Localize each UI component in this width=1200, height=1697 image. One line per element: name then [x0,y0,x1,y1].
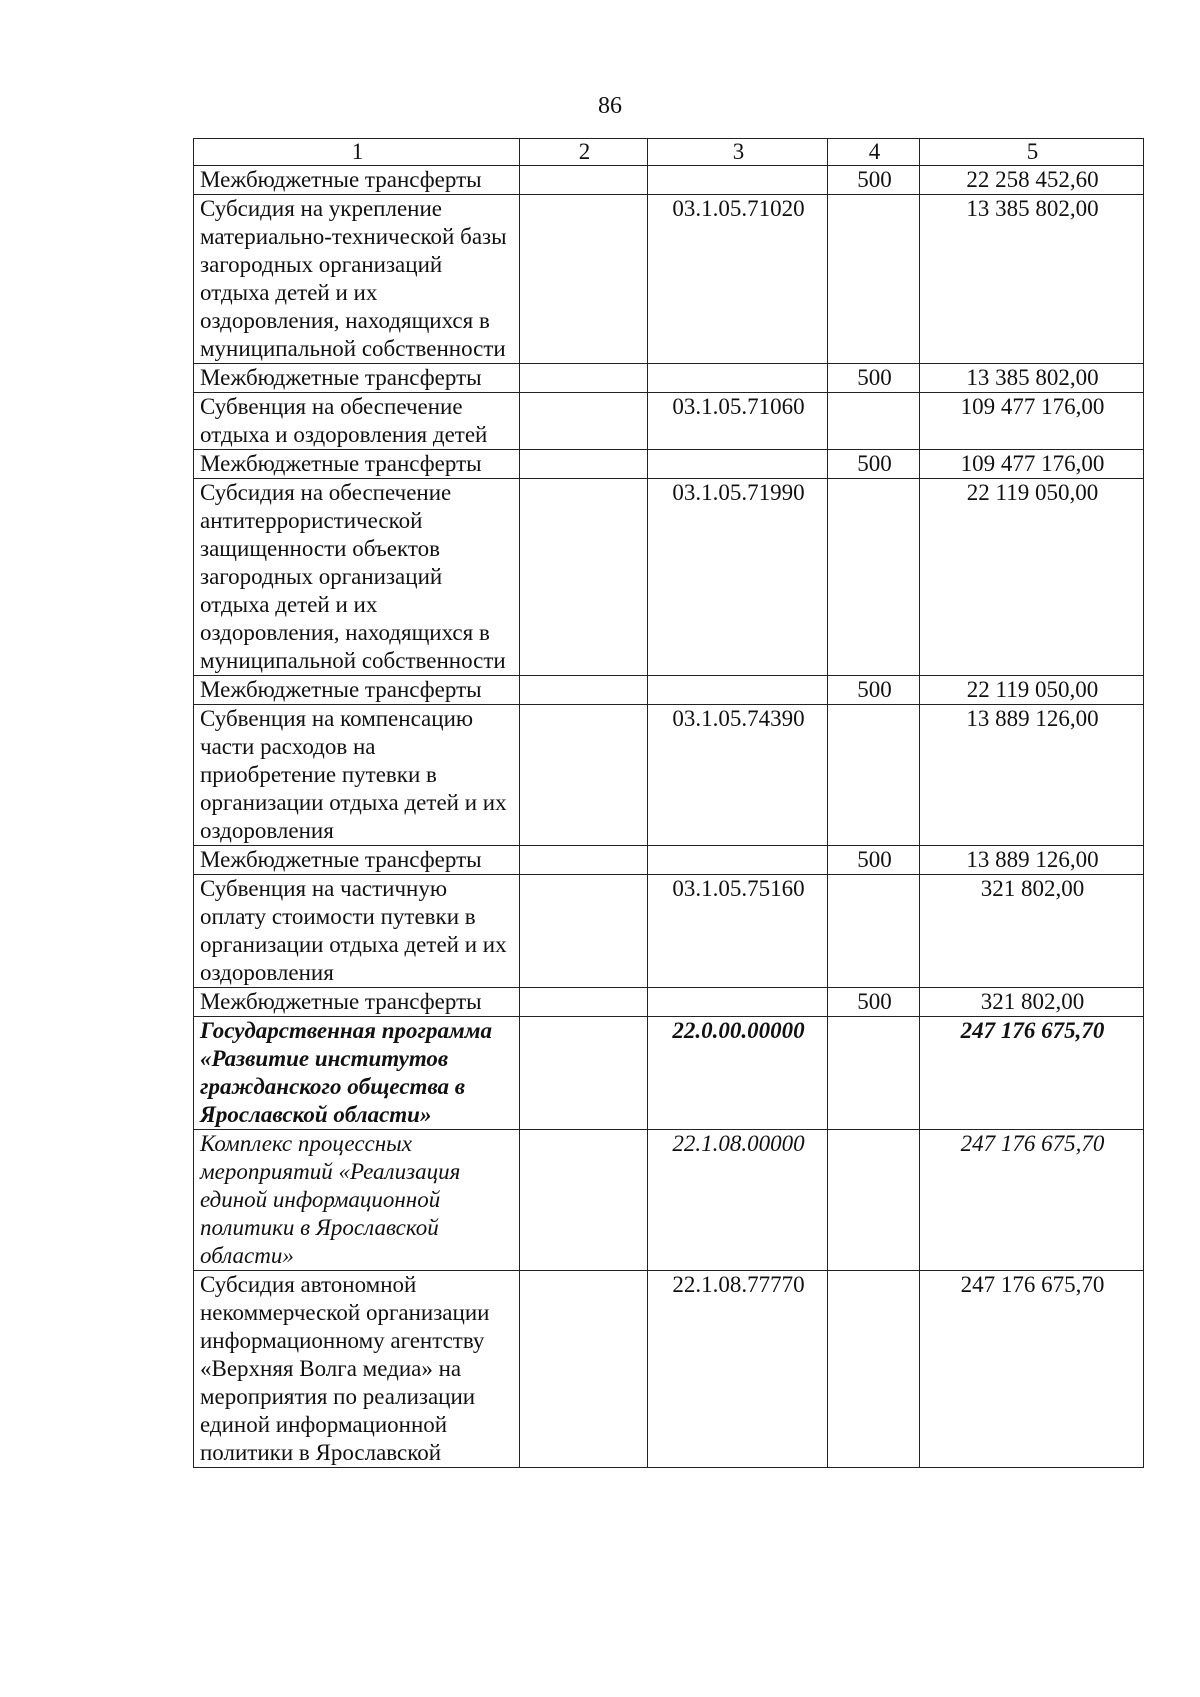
row-name-cell: Межбюджетные трансферты [194,166,520,195]
row-amount-cell: 109 477 176,00 [920,450,1144,479]
table-row [194,364,1144,393]
row-amount-cell: 22 119 050,00 [920,676,1144,705]
row-code-cell: 03.1.05.71990 [648,479,828,676]
row-column2-cell [520,364,648,393]
row-name-cell: Субвенция на частичную оплату стоимости путевки в организации отдыха детей и их оздоровления [194,875,520,988]
row-amount-cell: 247 176 675,70 [920,1271,1144,1468]
row-name-cell: Субвенция на компенсацию части расходов на приобретение путевки в организации отдыха детей и их оздоровления [194,705,520,846]
table-row [194,705,1144,846]
row-column2-cell [520,705,648,846]
row-column2-cell [520,875,648,988]
row-name-cell: Межбюджетные трансферты [194,846,520,875]
column-header: 4 [828,139,920,166]
row-column2-cell [520,450,648,479]
row-code-cell: 22.1.08.00000 [648,1130,828,1271]
row-type-cell: 500 [828,166,920,195]
row-code-cell [648,676,828,705]
row-column2-cell [520,846,648,875]
row-code-cell: 03.1.05.74390 [648,705,828,846]
row-amount-cell: 13 889 126,00 [920,846,1144,875]
row-code-cell: 03.1.05.71020 [648,195,828,364]
row-code-cell [648,166,828,195]
column-header: 5 [920,139,1144,166]
row-type-cell [828,1271,920,1468]
row-name-cell: Субсидия на обеспечение антитеррористической защищенности объектов загородных организаций отдыха детей и их оздоровления, находящихся в муниципальной собственности [194,479,520,676]
table-row [194,1271,1144,1468]
column-header: 1 [194,139,520,166]
row-column2-cell [520,1271,648,1468]
row-amount-cell: 13 385 802,00 [920,195,1144,364]
row-column2-cell [520,676,648,705]
row-code-cell: 22.1.08.77770 [648,1271,828,1468]
table-row [194,195,1144,364]
row-amount-cell: 22 119 050,00 [920,479,1144,676]
row-column2-cell [520,479,648,676]
row-type-cell: 500 [828,450,920,479]
row-amount-cell: 109 477 176,00 [920,393,1144,450]
row-code-cell [648,450,828,479]
table-row [194,846,1144,875]
budget-table [193,138,1144,1468]
row-type-cell: 500 [828,364,920,393]
row-type-cell [828,705,920,846]
row-name-cell: Комплекс процессных мероприятий «Реализация единой информационной политики в Ярославской области» [194,1130,520,1271]
row-type-cell [828,195,920,364]
table-row [194,393,1144,450]
row-amount-cell: 321 802,00 [920,875,1144,988]
row-name-cell: Межбюджетные трансферты [194,676,520,705]
table-row [194,1130,1144,1271]
row-column2-cell [520,1130,648,1271]
row-name-cell: Субвенция на обеспечение отдыха и оздоровления детей [194,393,520,450]
table-row [194,1017,1144,1130]
row-name-cell: Субсидия автономной некоммерческой организации информационному агентству «Верхняя Волга медиа» на мероприятия по реализации единой информационной политики в Ярославской [194,1271,520,1468]
row-type-cell [828,1130,920,1271]
row-column2-cell [520,195,648,364]
row-type-cell [828,875,920,988]
row-amount-cell: 13 385 802,00 [920,364,1144,393]
column-header: 3 [648,139,828,166]
table-row [194,166,1144,195]
row-name-cell: Межбюджетные трансферты [194,450,520,479]
row-code-cell [648,988,828,1017]
row-type-cell: 500 [828,676,920,705]
table-row [194,875,1144,988]
row-code-cell: 03.1.05.71060 [648,393,828,450]
column-header: 2 [520,139,648,166]
row-code-cell [648,846,828,875]
table-row [194,479,1144,676]
row-name-cell: Субсидия на укрепление материально-технической базы загородных организаций отдыха детей и их оздоровления, находящихся в муниципальной собственности [194,195,520,364]
row-amount-cell: 247 176 675,70 [920,1017,1144,1130]
row-type-cell: 500 [828,846,920,875]
row-code-cell [648,364,828,393]
table-row [194,450,1144,479]
row-column2-cell [520,166,648,195]
row-type-cell [828,479,920,676]
row-name-cell: Межбюджетные трансферты [194,988,520,1017]
row-type-cell: 500 [828,988,920,1017]
row-name-cell: Государственная программа «Развитие институтов гражданского общества в Ярославской области» [194,1017,520,1130]
row-amount-cell: 321 802,00 [920,988,1144,1017]
row-column2-cell [520,1017,648,1130]
row-column2-cell [520,988,648,1017]
row-name-cell: Межбюджетные трансферты [194,364,520,393]
table-row [194,676,1144,705]
row-code-cell: 03.1.05.75160 [648,875,828,988]
row-type-cell [828,1017,920,1130]
row-type-cell [828,393,920,450]
row-column2-cell [520,393,648,450]
page-number: 86 [598,93,622,119]
table-row [194,988,1144,1017]
row-amount-cell: 247 176 675,70 [920,1130,1144,1271]
row-amount-cell: 13 889 126,00 [920,705,1144,846]
table-header-row [194,139,1144,166]
row-amount-cell: 22 258 452,60 [920,166,1144,195]
row-code-cell: 22.0.00.00000 [648,1017,828,1130]
